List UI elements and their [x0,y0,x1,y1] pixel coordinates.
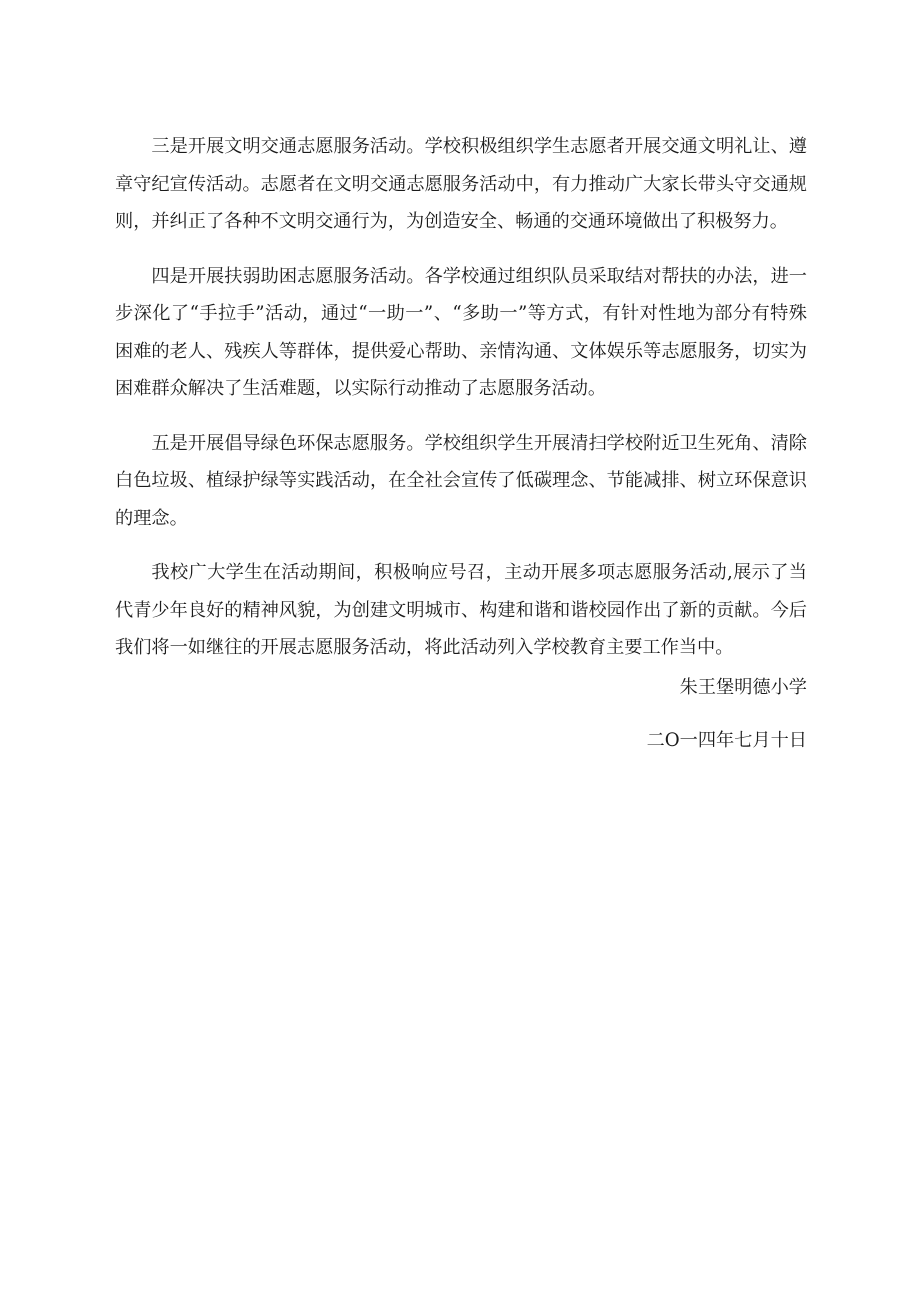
signature-school: 朱王堡明德小学 [679,676,807,698]
document-body [115,128,807,760]
paragraph-environment: 五是开展倡导绿色环保志愿服务。学校组织学生开展清扫学校附近卫生死角、清除白色垃圾、植绿护绿等实践活动，在全社会宣传了低碳理念、节能减排、树立环保意识的理念。 [115,432,807,529]
signature-date: 二O一四年七月十日 [646,730,807,751]
paragraph-traffic: 三是开展文明交通志愿服务活动。学校积极组织学生志愿者开展交通文明礼让、遵章守纪宣传活动。志愿者在文明交通志愿服务活动中，有力推动广大家长带头守交通规则，并纠正了各种不文明交通行为，为创造安全、畅通的交通环境做出了积极努力。 [115,136,807,232]
paragraph-assistance: 四是开展扶弱助困志愿服务活动。各学校通过组织队员采取结对帮扶的办法，进一步深化了“手拉手”活动，通过“一助一”、“多助一”等方式，有针对性地为部分有特殊困难的老人、残疾人等群体，提供爱心帮助、亲情沟通、文体娱乐等志愿服务，切实为困难群众解决了生活难题，以实际行动推动了志愿服务活动。 [115,265,807,399]
paragraph-summary: 我校广大学生在活动期间，积极响应号召，主动开展多项志愿服务活动,展示了当代青少年良好的精神风貌，为创建文明城市、构建和谐和谐校园作出了新的贡献。今后我们将一如继往的开展志愿服务活动，将此活动列入学校教育主要工作当中。 [115,562,807,658]
